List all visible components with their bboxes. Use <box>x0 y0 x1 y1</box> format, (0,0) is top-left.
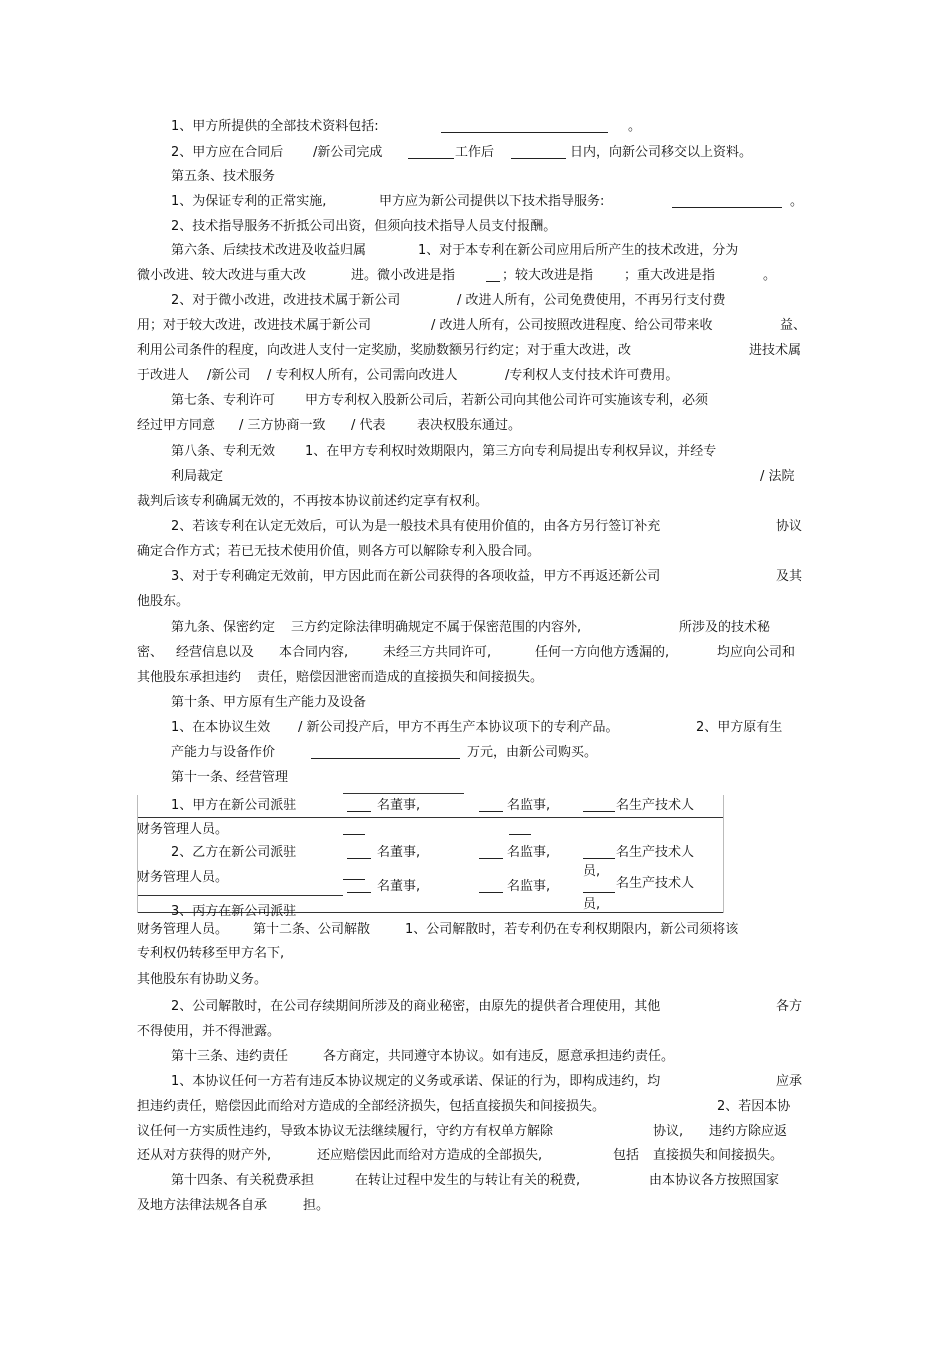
clause-9-heading: 第九条、保密约定 <box>171 620 276 635</box>
period: 。 <box>763 268 777 283</box>
blank-field <box>486 269 500 282</box>
clause-13-heading: 第十三条、违约责任 <box>171 1049 289 1064</box>
row1-label: 1、甲方在新公司派驻 <box>171 798 297 813</box>
clause-10-item1-text: / 新公司投产后，甲方不再生产本协议项下的专利产品。 <box>298 720 619 735</box>
clause-13-item1-text: 应承 <box>776 1074 803 1089</box>
clause-8-item2-text: 2、若该专利在认定无效后，可认为是一般技术具有使用价值的，由各方另行签订补充 <box>171 519 661 534</box>
clause-6-text: 1、对于本专利在新公司应用后所产生的技术改进，分为 <box>418 243 739 258</box>
blank-field <box>479 880 503 893</box>
clause-13-item1-text: 1、本协议任何一方若有违反本协议规定的义务或承诺、保证的行为，即构成违约，均 <box>171 1074 661 1089</box>
clause-8-item3-text: 及其 <box>776 569 803 584</box>
clause-14-heading: 第十四条、有关税费承担 <box>171 1173 315 1188</box>
row3-label: 3、丙方在新公司派驻 <box>171 904 297 919</box>
clause-10-item1-text: 1、在本协议生效 <box>171 720 271 735</box>
clause-13-item2-text: 包括 <box>613 1148 640 1163</box>
tech-label: 名生产技术人 <box>616 876 695 891</box>
clause-14-text: 担。 <box>303 1198 330 1213</box>
rule <box>723 795 724 913</box>
clause-9-text: 所涉及的技术秘 <box>679 620 771 635</box>
clause-6-text: 进。微小改进是指 <box>351 268 456 283</box>
clause-6-item2-text: 于改进人 <box>137 368 190 383</box>
blank-field <box>441 120 608 133</box>
clause-8-text: 1、在甲方专利权时效期限内，第三方向专利局提出专利权异议，并经专 <box>305 444 717 459</box>
clause-6-item2-text: 利用公司条件的程度，向改进人支付一定奖励，奖励数额另行约定；对于重大改进，改 <box>137 343 632 358</box>
clause-9-text: 密、 <box>137 645 164 660</box>
clause-10-item2-text: 万元，由新公司购买。 <box>467 745 598 760</box>
clause-12-item2-text: 2、公司解散时，在公司存续期间所涉及的商业秘密，由原先的提供者合理使用，其他 <box>171 999 661 1014</box>
clause-13-item2-text: 协议, <box>653 1124 684 1139</box>
clause-11-heading: 第十一条、经营管理 <box>171 770 289 785</box>
tech-label: 名生产技术人 <box>616 845 695 860</box>
clause-6-item2-text: /新公司 <box>207 368 251 383</box>
clause-13-item2-text: 2、若因本协 <box>717 1099 791 1114</box>
clause-8-item3-text: 他股东。 <box>137 594 190 609</box>
finance-label: 财务管理人员。 <box>137 922 229 937</box>
clause-13-item1-text: 担违约责任，赔偿因此而给对方造成的全部经济损失，包括直接损失和间接损失。 <box>137 1099 606 1114</box>
clause-8-text: 裁判后该专利确属无效的，不再按本协议前述约定享有权利。 <box>137 494 489 509</box>
clause-7-text: / 代表 <box>351 418 386 433</box>
clause-9-text: 三方约定除法律明确规定不属于保密范围的内容外, <box>291 620 582 635</box>
blank-field <box>347 880 371 893</box>
clause-8-text: 利局裁定 <box>171 469 224 484</box>
clause-6-item2-text: / 专利权人所有，公司需向改进人 <box>267 368 458 383</box>
clause-6-item2-text: 益、 <box>780 318 807 333</box>
blank-field <box>408 146 454 159</box>
clause-6-text: 微小改进、较大改进与重大改 <box>137 268 307 283</box>
supervisors-label: 名监事, <box>507 879 551 894</box>
row2-label: 2、乙方在新公司派驻 <box>171 845 297 860</box>
clause-14-text: 在转让过程中发生的与转让有关的税费, <box>355 1173 581 1188</box>
rule <box>137 817 723 818</box>
clause-9-text: 其他股东承担违约 <box>137 670 242 685</box>
clause-6-heading: 第六条、后续技术改进及收益归属 <box>171 243 367 258</box>
clause-5-heading: 第五条、技术服务 <box>171 169 276 184</box>
clause-6-text: ；较大改进是指 <box>502 268 594 283</box>
clause-7-text: 甲方专利权入股新公司后，若新公司向其他公司许可实施该专利，必须 <box>305 393 709 408</box>
clause-13-item2-text: 直接损失和间接损失。 <box>653 1148 784 1163</box>
clause-8-item2-text: 确定合作方式；若已无技术使用价值，则各方可以解除专利入股合同。 <box>137 544 541 559</box>
period: 。 <box>790 194 804 209</box>
clause-9-text: 均应向公司和 <box>717 645 796 660</box>
blank-field <box>479 846 503 859</box>
clause-6-text: ；重大改进是指 <box>624 268 716 283</box>
clause-4-item2-text-c: 工作后 <box>455 145 495 160</box>
clause-12-text: 专利权仍转移至甲方名下, <box>137 946 285 961</box>
clause-13-item2-text: 还应赔偿因此而给对方造成的全部损失, <box>317 1148 543 1163</box>
blank-field <box>343 867 365 880</box>
clause-10-item2-text: 2、甲方原有生 <box>696 720 783 735</box>
blank-field <box>347 846 371 859</box>
clause-6-item2-text: / 改进人所有，公司免费使用，不再另行支付费 <box>457 293 726 308</box>
clause-7-text: 表决权股东通过。 <box>417 418 522 433</box>
tech-tail-label: 员, <box>583 897 601 912</box>
clause-14-text: 由本协议各方按照国家 <box>649 1173 780 1188</box>
clause-12-heading: 第十二条、公司解散 <box>253 922 371 937</box>
clause-9-text: 责任，赔偿因泄密而造成的直接损失和间接损失。 <box>257 670 544 685</box>
tech-tail-label: 员, <box>583 864 601 879</box>
clause-12-text: 1、公司解散时，若专利仍在专利权期限内，新公司须将该 <box>405 922 739 937</box>
clause-5-item1-text-b: 甲方应为新公司提供以下技术指导服务: <box>379 194 605 209</box>
clause-7-text: 经过甲方同意 <box>137 418 216 433</box>
directors-label: 名董事, <box>377 879 421 894</box>
blank-field <box>583 846 615 859</box>
clause-6-item2-text: /专利权人支付技术许可费用。 <box>505 368 679 383</box>
clause-7-heading: 第七条、专利许可 <box>171 393 276 408</box>
tech-label: 名生产技术人 <box>616 798 695 813</box>
supervisors-label: 名监事, <box>507 845 551 860</box>
blank-field <box>479 799 503 812</box>
clause-4-item2-text: 2、甲方应在合同后 <box>171 145 284 160</box>
clause-13-item2-text: 议任何一方实质性违约，导致本协议无法继续履行，守约方有权单方解除 <box>137 1124 554 1139</box>
clause-6-item2-text: 进技术属 <box>749 343 802 358</box>
clause-7-text: / 三方协商一致 <box>239 418 326 433</box>
finance-label: 财务管理人员。 <box>137 822 229 837</box>
blank-field <box>311 746 460 759</box>
clause-9-text: 未经三方共同许可, <box>383 645 492 660</box>
directors-label: 名董事, <box>377 798 421 813</box>
blank-field <box>583 880 615 893</box>
period: 。 <box>628 119 642 134</box>
clause-6-item2-text: / 改进人所有，公司按照改进程度、给公司带来收 <box>431 318 713 333</box>
clause-5-item1-text: 1、为保证专利的正常实施, <box>171 194 327 209</box>
clause-5-item2-text: 2、技术指导服务不折抵公司出资，但须向技术指导人员支付报酬。 <box>171 219 557 234</box>
blank-field <box>672 195 782 208</box>
clause-12-text: 其他股东有协助义务。 <box>137 972 268 987</box>
clause-12-item2-text: 不得使用，并不得泄露。 <box>137 1024 281 1039</box>
clause-8-item2-text: 协议 <box>776 519 803 534</box>
blank-field <box>343 822 365 835</box>
finance-label: 财务管理人员。 <box>137 870 229 885</box>
clause-4-item2-text-d: 日内，向新公司移交以上资料。 <box>570 145 753 160</box>
blank-field <box>583 799 615 812</box>
clause-8-item3-text: 3、对于专利确定无效前，甲方因此而在新公司获得的各项收益，甲方不再返还新公司 <box>171 569 661 584</box>
rule <box>137 795 138 913</box>
clause-12-item2-text: 各方 <box>776 999 803 1014</box>
blank-field <box>347 799 371 812</box>
clause-6-item2-text: 2、对于微小改进，改进技术属于新公司 <box>171 293 401 308</box>
clause-6-item2-text: 用；对于较大改进，改进技术属于新公司 <box>137 318 372 333</box>
clause-9-text: 本合同内容, <box>279 645 349 660</box>
directors-label: 名董事, <box>377 845 421 860</box>
clause-13-item2-text: 还从对方获得的财产外, <box>137 1148 272 1163</box>
clause-8-heading: 第八条、专利无效 <box>171 444 276 459</box>
clause-14-text: 及地方法律法规各自承 <box>137 1198 268 1213</box>
clause-10-heading: 第十条、甲方原有生产能力及设备 <box>171 695 367 710</box>
clause-13-item2-text: 违约方除应返 <box>709 1124 788 1139</box>
clause-9-text: 经营信息以及 <box>176 645 255 660</box>
rule <box>137 895 343 896</box>
blank-field <box>509 822 531 835</box>
clause-9-text: 任何一方向他方透漏的, <box>535 645 670 660</box>
supervisors-label: 名监事, <box>507 798 551 813</box>
clause-4-item1-text: 1、甲方所提供的全部技术资料包括: <box>171 119 379 134</box>
clause-10-item2-text: 产能力与设备作价 <box>171 745 276 760</box>
blank-field <box>511 146 566 159</box>
clause-8-text: / 法院 <box>760 469 795 484</box>
rule <box>343 793 464 794</box>
clause-4-item2-text-b: /新公司完成 <box>313 145 383 160</box>
clause-13-text: 各方商定，共同遵守本协议。如有违反，愿意承担违约责任。 <box>323 1049 675 1064</box>
